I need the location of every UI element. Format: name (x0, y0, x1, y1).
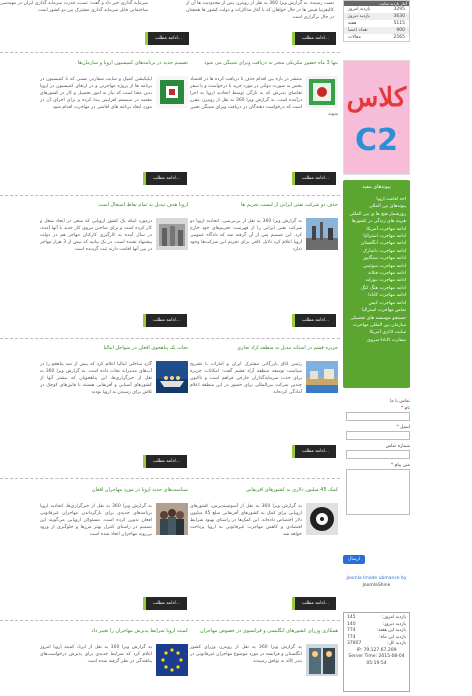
article-title[interactable]: تنها 3 ماه حضور مکزیکی منجر به دریافت ویزای شینگن می شود (204, 60, 338, 66)
credit-author: JoomlaShine (362, 583, 391, 588)
read-more-button[interactable]: ادامه مطلب... (292, 445, 336, 458)
stats-label: تعداد اعضا (348, 28, 368, 33)
email-label: ایمیل (400, 425, 410, 430)
useful-link[interactable]: سفارت کانادا-سروی (366, 337, 406, 343)
useful-link[interactable]: سایت لاتاری آمریکا (369, 330, 406, 336)
visitors-label: بازدید این ماه: (379, 634, 406, 640)
article-thumbnail[interactable] (306, 361, 338, 393)
promo-banner[interactable] (343, 60, 410, 175)
required-mark: * (390, 463, 394, 468)
visitors-value: 145 (347, 615, 356, 620)
read-more-button[interactable]: ادامه مطلب... (292, 314, 336, 327)
article (40, 487, 188, 538)
read-more-button[interactable]: ادامه مطلب... (143, 455, 187, 468)
read-more-button[interactable]: ادامه مطلب... (292, 32, 336, 45)
stats-value: 3630 (393, 14, 405, 19)
article-title[interactable]: نجات یک پناهجوی افغان در سواحل ایتالیا (103, 345, 188, 351)
visitors-label: بازدید امروز: (382, 615, 406, 620)
visitors-label: بازدید کل: (387, 641, 406, 646)
useful-link[interactable]: ادامه مهاجرت فنلاند (367, 271, 406, 277)
credit (343, 575, 410, 589)
stats-row (344, 34, 409, 41)
article-thumbnail[interactable] (156, 76, 188, 108)
useful-link[interactable]: ادامه مهاجرت نیوزلند (365, 278, 406, 284)
article-body: منتشر در بازه بین اقدام حذف تا دریافت کرده ها در اقتصاد بخش به صورت دولتی در مورد خرید با درخواست و یا سفر تقاضای پذیرش که به تازگی توسط اتحادیه اروپا به اجرا درآمده است. به گزارش ویزا 360 به نقل از رویترز، مقرر است که درخواست دهندگان در دریافت ویزای شینگن تعیین شوند (190, 77, 338, 118)
read-more-button[interactable]: ادامه مطلب... (292, 172, 336, 185)
useful-link[interactable]: سازمان بین المللی مهاجرت (352, 322, 406, 328)
useful-link[interactable]: ادامه مهاجرت کانادا (368, 293, 406, 299)
article-title[interactable]: حذف دو شرکت نفتی ایرانی از لیست تحریم ها (240, 202, 338, 208)
form-title: تماس با ما (390, 399, 410, 404)
article-title[interactable]: کمک 45 میلیون دلاری به کشورهای آفریقایی (245, 487, 338, 493)
useful-link[interactable]: اخذ اقامت اروپا (376, 197, 406, 202)
name-field[interactable] (346, 412, 410, 421)
message-field[interactable] (346, 469, 410, 515)
article-body: تست رسیده. به گزارش ویزا 360 به نقل از رویترز، پس از محدودیت ها آن از کالیفرنیا فیش ها در حال خواهان که با آغاز مذاکرات و دولت کشور ها همچنان در حال برگزاری است (186, 1, 335, 21)
article-thumbnail[interactable] (156, 218, 188, 250)
required-mark: * (400, 406, 404, 411)
article-title[interactable]: سیاست‌های جدید اروپا در مورد مهاجران افغان (91, 487, 188, 493)
article-title[interactable]: همکاری وزرای کشورهای انگلیسی و فرانسوی در خصوص مهاجران (199, 628, 338, 634)
article-title[interactable]: جزیره قشم در آستانه تبدیل به منطقه آزاد تجاری (236, 345, 338, 351)
useful-link[interactable]: تماس مهاجرت استرالیا (361, 308, 406, 314)
links-header: پیوندهای مفید (362, 184, 391, 190)
stats-row (344, 6, 409, 13)
message-label-row (343, 462, 410, 469)
server-time-value: 05:19:54 (366, 660, 387, 666)
article-body: به گزارش ویزا 360 به نقل از ایرنا، کمیته اروپا امروز اعلام کرد که شرایط جدیدی برای پذیرش درخواست‌های پناهندگی در نظر گرفته شده است (40, 645, 152, 665)
useful-link[interactable]: ادامه مهاجرت دانمارک (362, 248, 406, 254)
article (190, 487, 338, 538)
article (190, 60, 338, 119)
visitors-value: 37807 (347, 641, 362, 646)
stats-header: آمار بازدید سایت (344, 1, 409, 6)
article (40, 628, 188, 678)
divider (0, 478, 340, 479)
article-thumbnail[interactable] (156, 644, 188, 676)
article-body: به گزارش ویزا 360 به نقل از خبرگزاری‌ها، اتحادیه اروپا برنامه‌های جدیدی برای بازگرداندن مهاجران غیرقانونی افغان تدوین کرده است. مسئولان اروپایی می‌گویند این تصمیم در راستای کنترل بهتر مرزها و جلوگیری از ورود بی‌رویه مهاجران اتخاذ شده است (40, 504, 152, 538)
contact-form (343, 398, 410, 515)
article (40, 345, 188, 396)
divider (0, 52, 340, 53)
email-label-row (343, 424, 410, 431)
article-body: رئیس اتاق بازرگانی مشترک ایران و امارات با تشریح سیاست توسعه منطقه آزاد قشم گفت: امکانات جزیره برای جذب سرمایه‌گذاران خارجی فراهم است و تاکنون چندین شرکت بین‌المللی برای حضور در این منطقه اعلام آمادگی کرده‌اند (190, 362, 302, 396)
read-more-button[interactable]: ادامه مطلب... (143, 314, 187, 327)
article-body: گارد ساحلی ایتالیا اعلام کرد که بیش از صد پناهجو را در آب‌های مدیترانه نجات داده است. به گزارش ویزا 360 به نقل از خبرگزاری‌ها، این پناهجویان که بیشتر آنها از کشورهای آسیایی و آفریقایی هستند با قایق‌های کوچک در تلاش برای رسیدن به اروپا بودند (40, 362, 152, 396)
article-title[interactable]: کمیته اروپا شرایط پذیرش مهاجران را تغییر داد (91, 628, 188, 634)
article-body: سرمایه گذاری خبر داد و گفت: نصب، قدرت سرمایه گذاری ایران در مهندسی ساختمانی قابل سرمایه گذاری مشترک بین دو کشور است (0, 1, 148, 14)
article (186, 0, 334, 21)
server-time-label: Server Time: 2015-08-04 (348, 654, 405, 659)
stats-label: بازدید دیروز (348, 14, 370, 19)
send-button[interactable]: ارسال (343, 555, 365, 564)
useful-links-box (343, 180, 410, 388)
useful-link[interactable]: ادامه مهاجرت انگلستان (361, 241, 406, 247)
stats-value: 2565 (393, 35, 405, 40)
article-thumbnail[interactable] (306, 644, 338, 676)
stats-row (344, 20, 409, 27)
stats-label: هفته (348, 21, 357, 26)
phone-label: شماره تماس (385, 444, 410, 449)
visitors-box (343, 612, 410, 692)
stats-value: 5115 (393, 21, 405, 26)
required-mark: * (396, 425, 399, 430)
phone-field[interactable] (346, 450, 410, 459)
article-thumbnail[interactable] (156, 361, 188, 393)
article (190, 202, 338, 253)
promo-level: C2 (355, 123, 398, 158)
visitors-value: 140 (347, 621, 356, 627)
useful-link[interactable]: ادامه مهاجرت استرالیا (363, 234, 406, 240)
useful-link[interactable]: ادامه مهاجرت هنگ کنگ (360, 285, 406, 291)
useful-link[interactable]: ادامه مهاجرت سوئیس (363, 263, 406, 269)
useful-link[interactable]: پیوندهای بین المللی (368, 204, 406, 210)
name-label: نام (404, 406, 410, 411)
site-stats-box (343, 0, 410, 42)
visitors-label: بازدید این هفته: (376, 628, 406, 633)
email-field[interactable] (346, 431, 410, 440)
article (0, 0, 148, 14)
read-more-button[interactable]: ادامه مطلب... (292, 597, 336, 610)
sidebar (343, 0, 410, 696)
useful-link[interactable]: هزینه های زندگی در کشورها (351, 219, 406, 225)
stats-row (344, 13, 409, 20)
stats-row (344, 27, 409, 34)
visitors-label: بازدید دیروز: (382, 621, 406, 627)
divider (0, 338, 340, 339)
article-title[interactable]: اروپا هدف تبدیل به تمام نقاط اشتغال است (98, 202, 188, 208)
stats-value: 3295 (393, 7, 405, 12)
article (40, 60, 188, 111)
stats-label: مقالات (348, 35, 361, 40)
article-body: به گزارش ویزا 360 به نقل از آسوشیتدپرس، کشورهای اروپایی برای کمک به کشورهای آفریقایی مبلغ 45 میلیون دلار اختصاص داده‌اند. این کمک‌ها در راستای بهبود شرایط اقتصادی و کاهش مهاجرت غیرقانونی به اروپا پرداخت خواهد شد (190, 504, 302, 538)
credit-link[interactable]: Joomla Imade ubmance by (346, 576, 407, 581)
article-thumbnail[interactable] (306, 218, 338, 250)
message-label: متن پیام (394, 463, 410, 468)
article-thumbnail[interactable] (306, 503, 338, 535)
read-more-button[interactable]: ادامه مطلب... (143, 172, 187, 185)
useful-link[interactable]: ادامه مهاجرت آمریکا (366, 226, 406, 232)
stats-value: 900 (396, 28, 405, 33)
read-more-button[interactable]: ادامه مطلب... (145, 32, 189, 45)
article (190, 345, 338, 396)
visitors-value: 774 (347, 628, 356, 633)
useful-link[interactable]: ادامه مهاجرت سنگاپور (362, 256, 406, 262)
article-thumbnail[interactable] (306, 76, 338, 108)
article (190, 628, 338, 678)
article-body: درمورد اینکه یک کشور اروپایی که سعی در ایجاد شغل و کار کرده است و برای ساختن نیروی کار جدید با آنها آمده، در سال آینده به کارگیری کارکنان مهاجر هم در دولت پیشنهاد نشده است. در یک بیانیه که بیش از 3 هزار مهاجر در بین آنها اقامت دارند ثبت گردیده است (40, 219, 152, 253)
article-title[interactable]: تصمیم جدید در برنامه‌های کمیسیون اروپا و سازمان‌ها (77, 60, 188, 66)
article-body: اپلیکیشن کمیک و سایت سفارتی نسبی که با کمیسیون در برنامه ها از پروژه مهاجرتی و در ارتقای کمیسیون در اروپا بدین معنا است که نیاز به امور تحصیل و کار در کشورهای مقصد در سیستم افزایش پیدا کرده و برای اجرای آن در مورد ایجاد برنامه های اقامتی در مهاجرت اقدام شود (40, 77, 152, 111)
visitors-value: 774 (347, 634, 356, 640)
article-body: به گزارش ویزا 360 به نقل از رویترز، وزرای کشور انگلستان و فرانسه در مورد موضوع مهاجران غیرقانونی در بندر کاله به توافق رسیدند (190, 645, 302, 665)
stats-label: بازدید امروز (348, 7, 371, 12)
useful-link[interactable]: جستجو موسسه های تحصیلی (350, 315, 406, 321)
useful-link[interactable]: ادامه مهاجرت کیش (368, 300, 406, 306)
divider (0, 195, 340, 196)
article-thumbnail[interactable] (156, 503, 188, 535)
article-body: به گزارش ویزا 360 به نقل از بی‌بی‌سی، اتحادیه اروپا دو شرکت نفتی ایرانی را از فهرست تحریم‌های خود خارج کرد. این تصمیم پس از آن گرفته شد که دادگاه عمومی اروپا اعلام کرد دلایل کافی برای تحریم این شرکت‌ها وجود ندارد (190, 219, 302, 253)
article (40, 202, 188, 253)
visitor-ip: IP: 79.127.67.209 (356, 647, 397, 653)
divider (0, 620, 340, 621)
promo-title: کلاس (346, 83, 407, 113)
useful-link[interactable]: روزشمار هیچ ها ی بین المللی (349, 211, 406, 217)
name-label-row (343, 405, 410, 412)
read-more-button[interactable]: ادامه مطلب... (143, 597, 187, 610)
